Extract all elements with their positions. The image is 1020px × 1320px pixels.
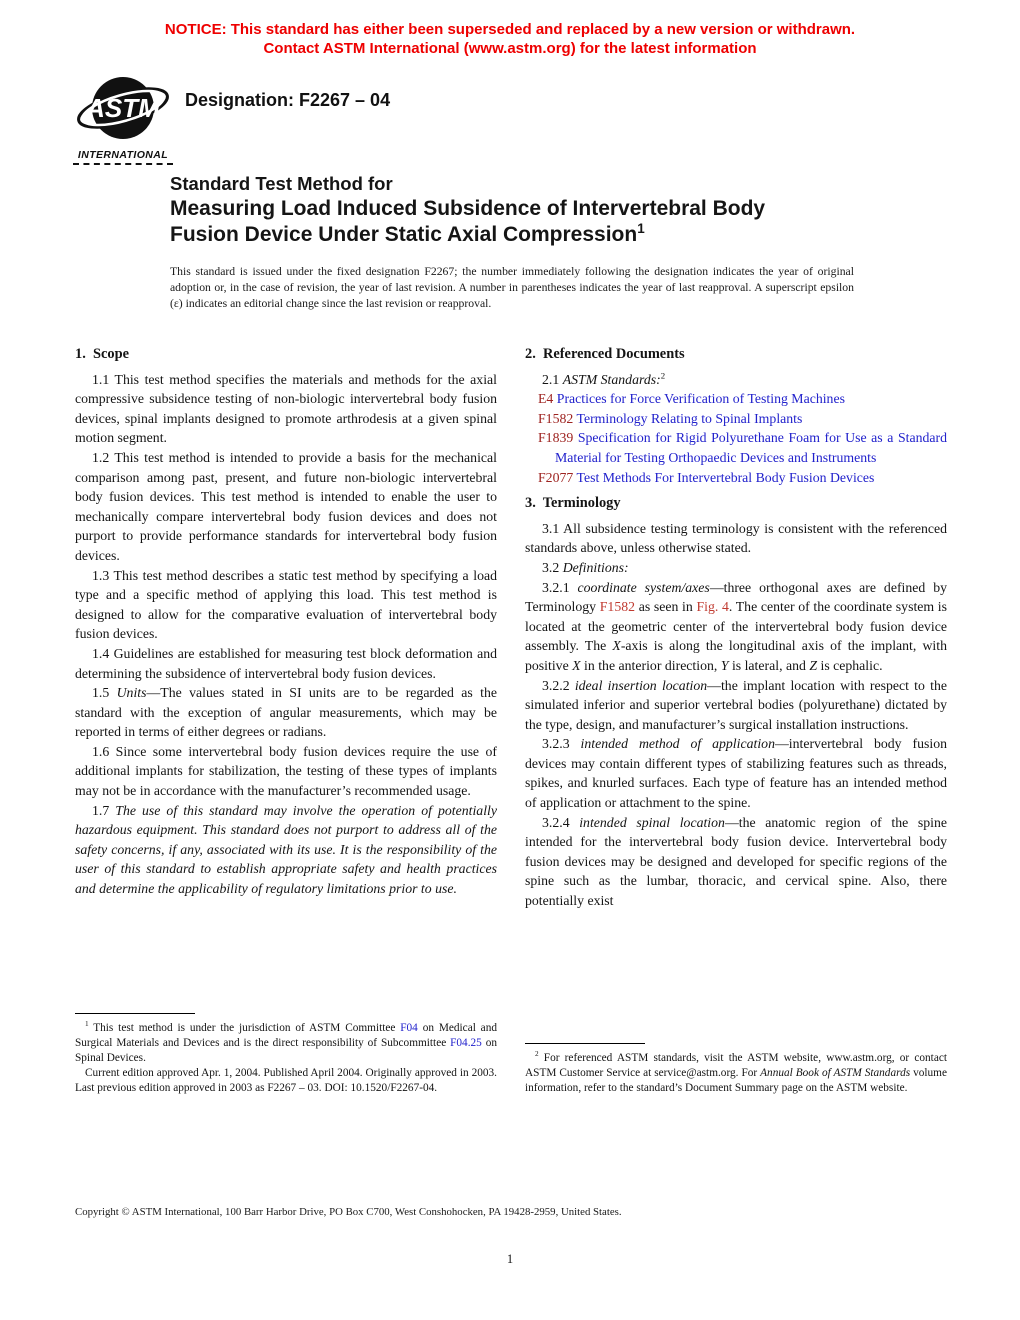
astm-globe-icon bbox=[75, 74, 171, 146]
link-e4[interactable]: E4 bbox=[538, 391, 554, 407]
paragraph-3-1: 3.1 All subsidence testing terminology is consistent with the referenced standards above, unless otherwise stated. bbox=[525, 520, 947, 556]
text-segment: —three orthogonal axes are defined by Terminology bbox=[525, 579, 948, 615]
text-segment: Z bbox=[809, 657, 818, 673]
paragraph-3-2-4 bbox=[525, 813, 947, 911]
link-f2077[interactable]: F2077 bbox=[538, 469, 574, 485]
link-f1582-inline[interactable]: F1582 bbox=[599, 599, 636, 615]
text-segment: on Spinal Devices. bbox=[75, 1037, 497, 1064]
text-segment: 3.2.2 bbox=[542, 677, 575, 693]
paragraph-1-6: 1.6 Since some intervertebral body fusion devices require the use of additional implants for stabilization, the testing of these types of implants may not be in accordance with the manufacturer’s recommended usage. bbox=[75, 743, 497, 799]
text-segment: as seen in bbox=[635, 599, 697, 615]
paragraph-3-2-2 bbox=[525, 676, 947, 735]
section-terminology-heading: 3. Terminology bbox=[525, 495, 621, 512]
paragraph-1-7 bbox=[75, 801, 497, 899]
link-f1582-title[interactable]: Terminology Relating to Spinal Implants bbox=[573, 410, 803, 426]
left-column bbox=[75, 344, 497, 1096]
text-segment: Definitions: bbox=[562, 559, 629, 575]
footnote-1 bbox=[75, 1021, 497, 1096]
issued-statement: This standard is issued under the fixed designation F2267; the number immediately following the designation indicates the year of original adoption or, in the case of revision, the year of last revision. A number in parentheses indicates the year of last reapproval. A superscript epsilon (ε) indicates an editorial change since the last revision or reapproval. bbox=[170, 265, 854, 310]
text-segment: coordinate system/axes bbox=[577, 579, 710, 595]
link-f1839[interactable]: F1839 bbox=[538, 430, 574, 446]
superseded-notice-line-2: Contact ASTM International (www.astm.org) for the latest information bbox=[263, 39, 757, 57]
text-segment: 1.5 bbox=[92, 685, 117, 701]
link-e4-title[interactable]: Practices for Force Verification of Testing Machines bbox=[553, 391, 845, 407]
text-segment: 2 bbox=[535, 1050, 539, 1059]
copyright-line: Copyright © ASTM International, 100 Barr Harbor Drive, PO Box C700, West Conshohocken, PA 19428-2959, United States. bbox=[75, 1206, 622, 1218]
paragraph-1-5 bbox=[75, 683, 497, 742]
text-segment: —intervertebral body fusion devices may contain different types of stabilizing features such as threads, spikes, and knurled surfaces. Each type of feature has an intended method of application or attachment to the spine. bbox=[525, 736, 947, 811]
page-number: 1 bbox=[506, 1252, 514, 1266]
footnote-separator bbox=[525, 1043, 645, 1044]
text-segment: 1 bbox=[637, 221, 645, 236]
link-f2077-title[interactable]: Test Methods For Intervertebral Body Fusion Devices bbox=[573, 469, 875, 485]
text-segment: 3.2.4 bbox=[542, 814, 580, 830]
body-columns bbox=[75, 344, 947, 1096]
text-segment: Y bbox=[720, 657, 729, 673]
text-segment: on Medical and Surgical Materials and Devices and is the direct responsibility of Subcommittee bbox=[75, 1022, 497, 1049]
text-segment: —the anatomic region of the spine intended for the intervertebral body fusion device. Intervertebral body fusion devices may be designed and developed for specific regions of the spine such as the lumbar, thoracic, and cervical spine. Also, there potentially exist bbox=[525, 814, 947, 909]
paragraph-3-2-1 bbox=[525, 578, 947, 676]
paragraph-2-1 bbox=[525, 370, 947, 390]
text-segment: Annual Book of ASTM Standards bbox=[760, 1067, 911, 1079]
link-f04-25[interactable]: F04.25 bbox=[450, 1037, 482, 1049]
text-segment: X bbox=[572, 657, 581, 673]
right-column bbox=[525, 344, 947, 1096]
footnote-separator bbox=[75, 1013, 195, 1014]
text-segment: 2.1 bbox=[542, 371, 563, 387]
link-f1839-title[interactable]: Specification for Rigid Polyurethane Foam for Use as a Standard Material for Testing Orthopaedic Devices and Instruments bbox=[555, 430, 947, 465]
text-segment: Units bbox=[116, 685, 147, 701]
text-segment: —the implant location with respect to the simulated inferior and superior vertebral bodies (polyurethane) dictated by the type, design, and manufacturer’s surgical installation instructions. bbox=[525, 677, 948, 732]
text-segment: 3.2.3 bbox=[542, 736, 581, 752]
section-scope-heading: 1. Scope bbox=[75, 346, 129, 362]
text-segment: volume information, refer to the standard’s Document Summary page on the ASTM website. bbox=[525, 1067, 947, 1094]
text-segment: ideal insertion location bbox=[574, 677, 708, 693]
designation-label: Designation: F2267 – 04 bbox=[185, 90, 391, 110]
reference-item-f1582 bbox=[525, 409, 947, 429]
text-segment: The use of this standard may involve the operation of potentially hazardous equipment. This standard does not purport to address all of the safety concerns, if any, associated with its use. It is the responsibility of the user of this standard to establish appropriate safety and health practices and determine the applicability of regulatory limitations prior to use. bbox=[75, 802, 497, 897]
footnote-1-paragraph-2: Current edition approved Apr. 1, 2004. Published April 2004. Originally approved in 2003. Last previous edition approved in 2003 as F2267 – 03. DOI: 10.1520/F2267-04. bbox=[75, 1067, 497, 1094]
text-segment: 3.2.1 bbox=[542, 579, 578, 595]
footnote-1-block bbox=[75, 1013, 497, 1096]
link-f1582[interactable]: F1582 bbox=[538, 410, 574, 426]
text-segment: 2 bbox=[660, 370, 666, 380]
text-segment: is lateral, and bbox=[728, 657, 810, 673]
paragraph-1-2: 1.2 This test method is intended to provide a basis for the mechanical comparison among past, present, and future non-biologic intervertebral body fusion devices. This test method is intended to enable the user to mechanically compare intervertebral body fusion devices and does not purport to provide performance standards for intervertebral body fusion devices. bbox=[75, 449, 497, 563]
section-referenced-documents-heading: 2. Referenced Documents bbox=[525, 346, 685, 362]
text-segment: -axis is along the longitudinal axis of the implant, with positive bbox=[525, 638, 947, 673]
reference-item-e4 bbox=[525, 389, 947, 409]
document-title bbox=[170, 172, 970, 248]
paragraph-3-2-3 bbox=[525, 734, 947, 812]
text-segment: X bbox=[612, 638, 621, 654]
text-segment: —The values stated in SI units are to be regarded as the standard with the exception of angular measurements, which may be reported in terms of either degrees or radians. bbox=[75, 685, 497, 740]
text-segment: For referenced ASTM standards, visit the ASTM website, www.astm.org, or contact ASTM Customer Service at service@astm.org. For bbox=[525, 1052, 947, 1079]
reference-item-f2077 bbox=[525, 468, 947, 488]
text-segment: ASTM Standards: bbox=[562, 371, 661, 387]
text-segment: 1 bbox=[85, 1020, 89, 1029]
astm-logo-international-label: INTERNATIONAL bbox=[73, 149, 173, 165]
footnote-2-block bbox=[525, 1043, 947, 1096]
reference-item-f1839 bbox=[525, 428, 947, 467]
title-line-3 bbox=[170, 222, 970, 248]
text-segment: is cephalic. bbox=[817, 657, 883, 673]
paragraph-1-3: 1.3 This test method describes a static test method by specifying a load type and a specific method of applying this load. This test method is designed to allow for the comparative evaluation of intervertebral body fusion devices. bbox=[75, 567, 497, 642]
text-segment: 3.2 bbox=[542, 559, 563, 575]
paragraph-3-2 bbox=[525, 558, 947, 578]
svg-text:ASTM: ASTM bbox=[86, 93, 160, 123]
paragraph-1-4: 1.4 Guidelines are established for measuring test block deformation and determining the subsidence of intervertebral body fusion devices. bbox=[75, 645, 497, 681]
text-segment: This test method is under the jurisdiction of ASTM Committee bbox=[88, 1022, 401, 1034]
link-fig-4[interactable]: Fig. 4 bbox=[696, 599, 729, 615]
title-line-2: Measuring Load Induced Subsidence of Intervertebral Body bbox=[170, 197, 766, 220]
paragraph-1-1: 1.1 This test method specifies the materials and methods for the axial compressive subsidence testing of non-biologic intervertebral body fusion devices, spinal implants designed to promote arthrodesis at a given spinal motion segment. bbox=[75, 371, 497, 446]
astm-logo bbox=[73, 74, 173, 165]
footnote-2-paragraph-1 bbox=[525, 1051, 947, 1096]
title-line-1: Standard Test Method for bbox=[170, 173, 393, 194]
link-f04[interactable]: F04 bbox=[400, 1022, 418, 1034]
text-segment: 1.7 bbox=[92, 802, 116, 818]
text-segment: intended method of application bbox=[580, 736, 775, 752]
document-header bbox=[73, 74, 390, 165]
superseded-notice bbox=[0, 21, 1020, 58]
superseded-notice-line-1: NOTICE: This standard has either been superseded and replaced by a new version or withdrawn. bbox=[164, 21, 856, 38]
footnote-1-paragraph-1 bbox=[75, 1021, 497, 1066]
text-segment: Fusion Device Under Static Axial Compression bbox=[170, 223, 638, 246]
footnote-2 bbox=[525, 1051, 947, 1096]
text-segment: in the anterior direction, bbox=[580, 657, 721, 673]
text-segment: intended spinal location bbox=[579, 814, 725, 830]
text-segment: . The center of the coordinate system is located at the geometric center of the intervertebral body fusion device assembly. The bbox=[525, 599, 947, 654]
